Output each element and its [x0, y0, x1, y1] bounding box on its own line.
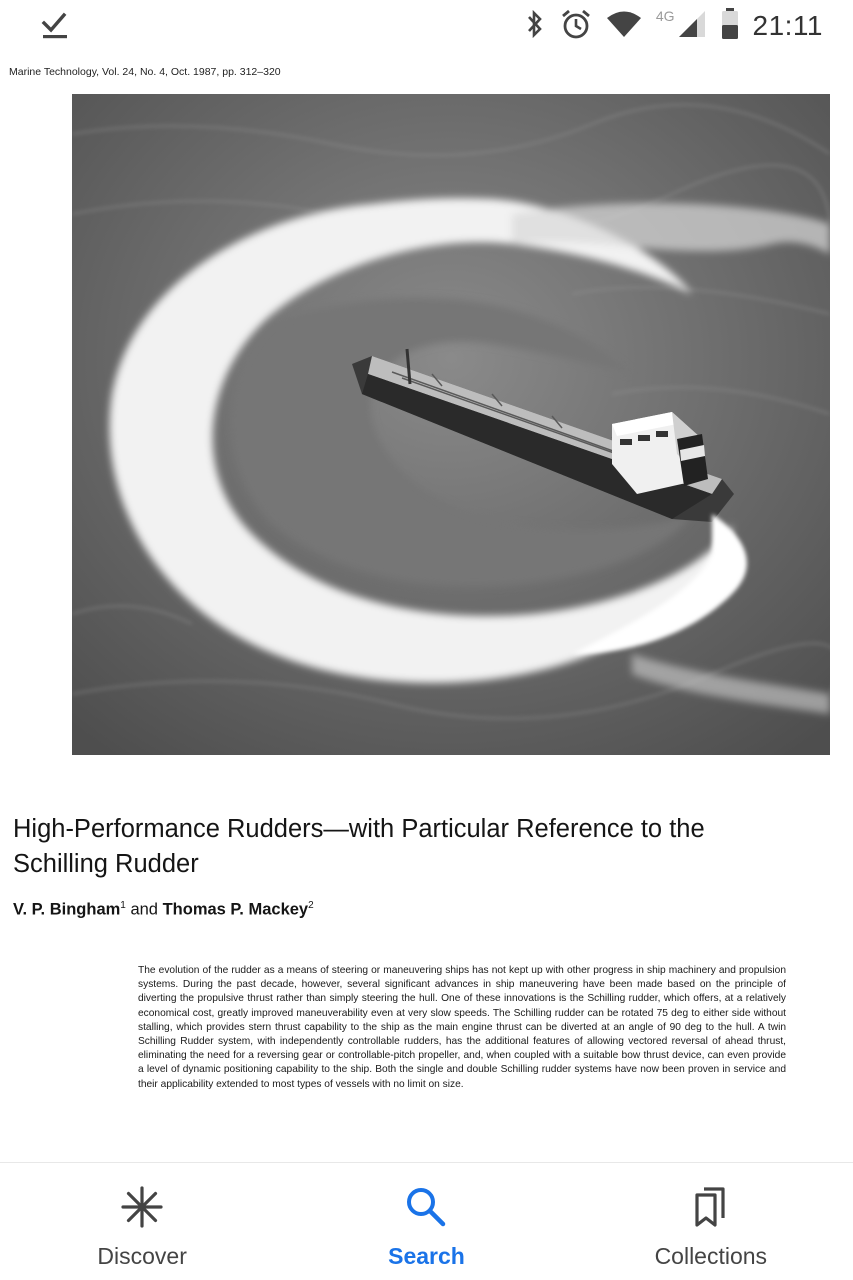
authors-conjunction: and — [130, 900, 158, 919]
nav-collections[interactable] — [569, 1163, 853, 1280]
asterisk-icon — [120, 1185, 164, 1229]
wifi-icon — [606, 9, 642, 44]
journal-citation: Marine Technology, Vol. 24, No. 4, Oct. 1987, pp. 312–320 — [9, 66, 281, 78]
author-2-footnote: 2 — [308, 900, 314, 911]
nav-discover[interactable] — [0, 1163, 284, 1280]
bookmarks-icon — [689, 1185, 733, 1229]
download-complete-icon — [40, 10, 70, 40]
document-page[interactable] — [0, 52, 853, 1162]
bluetooth-icon — [524, 9, 546, 44]
paper-title: High-Performance Rudders—with Particular Reference to the Schilling Rudder — [13, 815, 705, 878]
author-1-footnote: 1 — [120, 900, 126, 911]
author-2: Thomas P. Mackey — [162, 900, 309, 919]
search-icon — [404, 1185, 448, 1229]
signal-icon — [677, 9, 707, 44]
nav-discover-label: Discover — [97, 1243, 187, 1269]
battery-icon — [721, 8, 739, 45]
ship-photo — [72, 94, 830, 755]
nav-search-label: Search — [388, 1243, 465, 1269]
authors-line — [13, 900, 314, 920]
nav-search[interactable] — [284, 1163, 568, 1280]
nav-collections-label: Collections — [654, 1243, 768, 1269]
status-icons — [524, 6, 823, 46]
status-time: 21:11 — [752, 10, 823, 41]
status-bar — [0, 0, 853, 52]
bottom-navigation — [0, 1162, 853, 1280]
author-1: V. P. Bingham — [13, 900, 121, 919]
abstract: The evolution of the rudder as a means of steering or maneuvering ships has not kept up with other progress in ship machinery and propulsion systems. During the past decade, however, several significant advances in ship maneuvering have been made based on the principle of diverting the propulsive thrust rather than simply steering the hull. One of these innovations is the Schilling rudder, which offers, at a relatively economical cost, greatly improved maneuverability even at very slow speeds. The Schilling rudder can be rotated 75 deg to either side without stalling, which provides stern thrust capability to the ship as the main engine thrust can be diverted at an angle of 90 deg to the hull. A twin Schilling Rudder system, with independently controllable rudders, has the additional features of allowing vectored reversal of ahead thrust, eliminating the need for a reversing gear or controllable-pitch propeller, and, when coupled with a suitable bow thrust device, can even provide a level of dynamic positioning capability to the ship. Both the single and double Schilling rudder systems have now been proven in service and their applicability extended to most types of vessels with no limit on size. — [138, 965, 786, 1090]
network-type-label: 4G — [655, 8, 675, 24]
alarm-icon — [560, 8, 592, 45]
